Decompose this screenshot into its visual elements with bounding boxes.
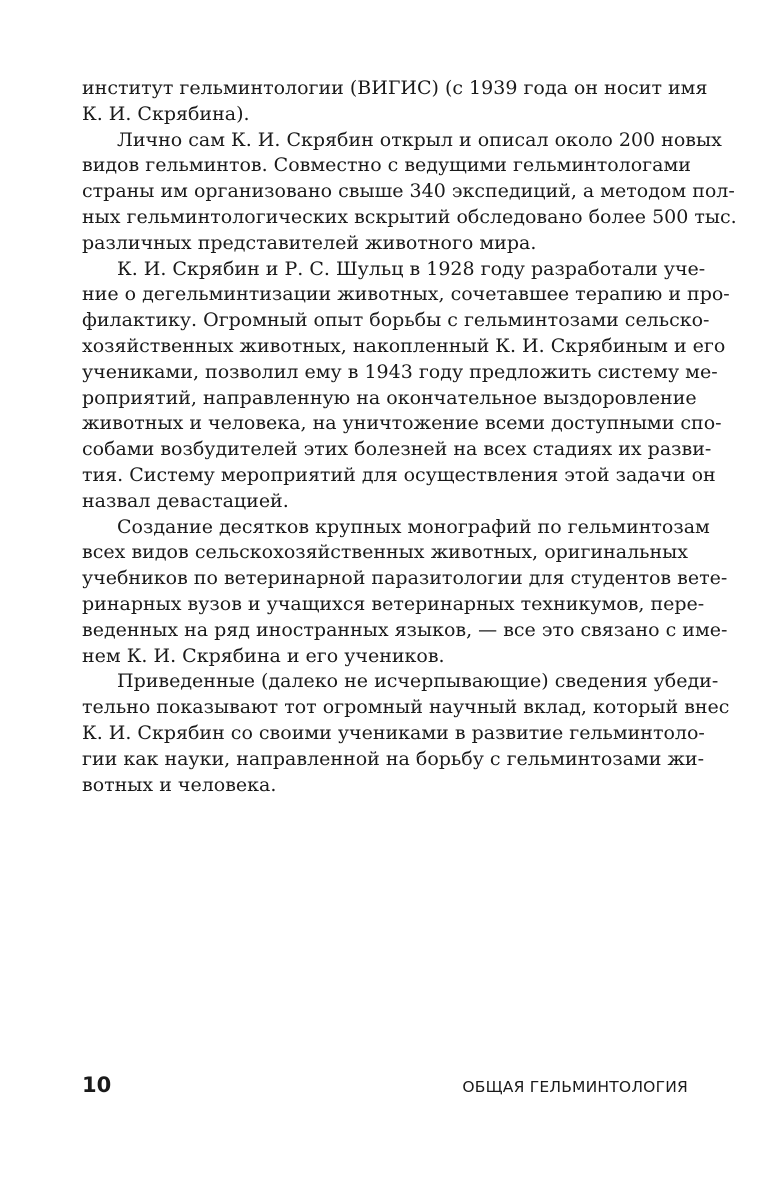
page-number: 10 [82, 1073, 112, 1097]
text-line: ние о дегельминтизации животных, сочетавшее терапию и про- [82, 283, 730, 306]
paragraph-3 [82, 257, 730, 515]
text-line: Создание десятков крупных монографий по гельминтозам [117, 515, 710, 538]
text-line: ных гельминтологических вскрытий обследовано более 500 тыс. [82, 205, 737, 228]
text-line: вотных и человека. [82, 773, 277, 796]
paragraph-1 [82, 76, 708, 128]
text-line: Приведенные (далеко не исчерпывающие) сведения убеди- [117, 670, 719, 693]
paragraph-2 [82, 128, 737, 257]
body-text [82, 76, 737, 798]
text-line: различных представителей животного мира. [82, 231, 537, 254]
text-line: нем К. И. Скрябина и его учеников. [82, 644, 445, 667]
text-line: институт гельминтологии (ВИГИС) (с 1939 года он носит имя [82, 77, 708, 99]
text-line: филактику. Огромный опыт борьбы с гельминтозами сельско- [82, 309, 710, 332]
text-line: гии как науки, направленной на борьбу с гельминтозами жи- [82, 747, 705, 770]
text-line: К. И. Скрябина). [82, 102, 250, 125]
running-head: ОБЩАЯ ГЕЛЬМИНТОЛОГИЯ [462, 1078, 688, 1096]
text-line: хозяйственных животных, накопленный К. И. Скрябиным и его [82, 334, 726, 357]
paragraph-5 [82, 669, 730, 798]
text-line: тия. Систему мероприятий для осуществления этой задачи он [82, 463, 716, 486]
text-line: К. И. Скрябин со своими учениками в развитие гельминтоло- [82, 721, 705, 744]
text-line: собами возбудителей этих болезней на всех стадиях их разви- [82, 438, 712, 461]
text-line: тельно показывают тот огромный научный вклад, который внес [82, 696, 730, 719]
text-line: назвал девастацией. [82, 489, 289, 512]
text-line: веденных на ряд иностранных языков, — все это связано с име- [82, 618, 728, 641]
text-line: страны им организовано свыше 340 экспедиций, а методом пол- [82, 180, 735, 203]
text-line: учениками, позволил ему в 1943 году предложить систему ме- [82, 360, 718, 383]
text-line: ринарных вузов и учащихся ветеринарных техникумов, пере- [82, 592, 705, 615]
text-line: всех видов сельскохозяйственных животных, оригинальных [82, 541, 688, 564]
text-line: Лично сам К. И. Скрябин открыл и описал около 200 новых [117, 128, 722, 151]
text-line: роприятий, направленную на окончательное выздоровление [82, 386, 697, 409]
text-line: учебников по ветеринарной паразитологии для студентов вете- [82, 567, 728, 590]
text-line: животных и человека, на уничтожение всеми доступными спо- [82, 412, 722, 435]
text-line: К. И. Скрябин и Р. С. Шульц в 1928 году разработали уче- [117, 257, 706, 280]
text-line: видов гельминтов. Совместно с ведущими гельминтологами [82, 154, 691, 177]
paragraph-4 [82, 515, 728, 670]
